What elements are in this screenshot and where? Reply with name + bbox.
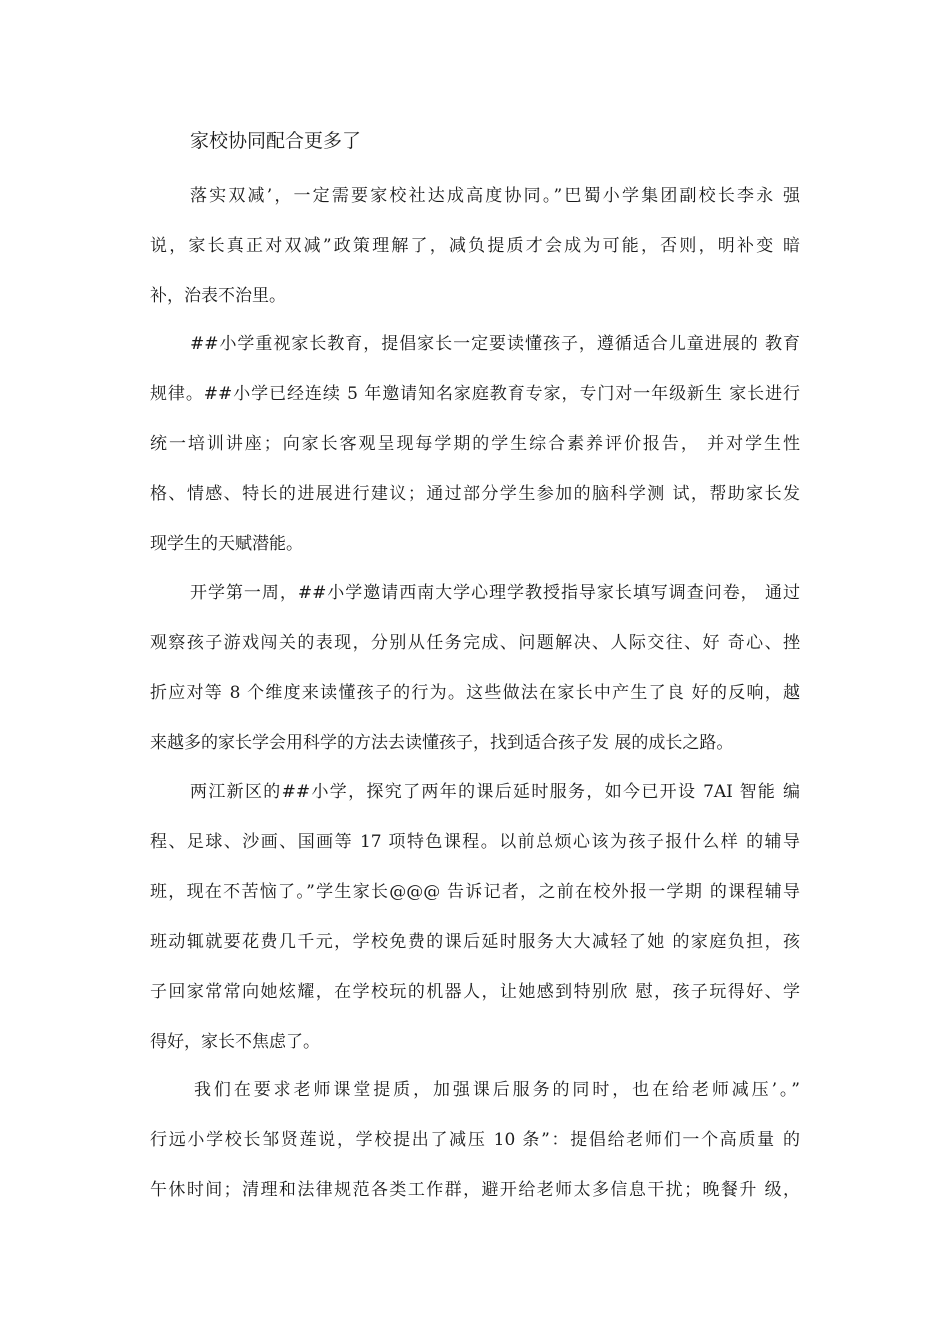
paragraph-line: 午休时间；清理和法律规范各类工作群，避开给老师太多信息干扰；晚餐升 级，	[150, 1180, 800, 1200]
paragraph-line: 落实双减’，一定需要家校社达成高度协同。”巴蜀小学集团副校长李永 强	[190, 186, 800, 206]
paragraph-3	[150, 568, 800, 768]
paragraph-line: ##小学重视家长教育，提倡家长一定要读懂孩子，遵循适合儿童进展的 教育	[190, 334, 800, 354]
paragraph-line: 补，治表不治里。	[150, 286, 286, 306]
paragraph-line: 班，现在不苦恼了。”学生家长@@@ 告诉记者，之前在校外报一学期 的课程辅导	[150, 882, 800, 902]
paragraph-line: 观察孩子游戏闯关的表现，分别从任务完成、问题解决、人际交往、好 奇心、挫	[150, 633, 800, 653]
paragraph-line: 班动辄就要花费几千元，学校免费的课后延时服务大大减轻了她 的家庭负担，孩	[150, 932, 800, 952]
paragraph-line: 程、足球、沙画、国画等 17 项特色课程。以前总烦心该为孩子报什么样 的辅导	[150, 832, 800, 852]
paragraph-line: 说，家长真正对双减”政策理解了，减负提质才会成为可能，否则，明补变 暗	[150, 236, 800, 256]
section-heading: 家校协同配合更多了	[190, 130, 362, 152]
paragraph-line: 格、情感、特长的进展进行建议；通过部分学生参加的脑科学测 试，帮助家长发	[150, 484, 800, 504]
paragraph-2	[150, 319, 800, 569]
paragraph-line: 现学生的天赋潜能。	[150, 534, 303, 554]
paragraph-line: 统一培训讲座；向家长客观呈现每学期的学生综合素养评价报告， 并对学生性	[150, 434, 800, 454]
paragraph-line: 得好，家长不焦虑了。	[150, 1032, 320, 1052]
paragraph-line: 来越多的家长学会用科学的方法去读懂孩子，找到适合孩子发 展的成长之路。	[150, 733, 734, 753]
paragraph-line: 两江新区的##小学，探究了两年的课后延时服务，如今已开设 7AI 智能 编	[190, 782, 800, 802]
paragraph-line: 我们在要求老师课堂提质，加强课后服务的同时，也在给老师减压’。”	[194, 1080, 800, 1100]
paragraph-1	[150, 171, 800, 321]
paragraph-line: 折应对等 8 个维度来读懂孩子的行为。这些做法在家长中产生了良 好的反响，越	[150, 683, 800, 703]
paragraph-line: 行远小学校长邹贤莲说，学校提出了减压 10 条”：提倡给老师们一个高质量 的	[150, 1130, 800, 1150]
paragraph-line: 开学第一周，##小学邀请西南大学心理学教授指导家长填写调查问卷， 通过	[190, 583, 800, 603]
paragraph-5	[150, 1065, 800, 1215]
paragraph-line: 规律。##小学已经连续 5 年邀请知名家庭教育专家，专门对一年级新生 家长进行	[150, 384, 800, 404]
paragraph-4	[150, 767, 800, 1067]
paragraph-line: 子回家常常向她炫耀，在学校玩的机器人，让她感到特别欣 慰，孩子玩得好、学	[150, 982, 800, 1002]
